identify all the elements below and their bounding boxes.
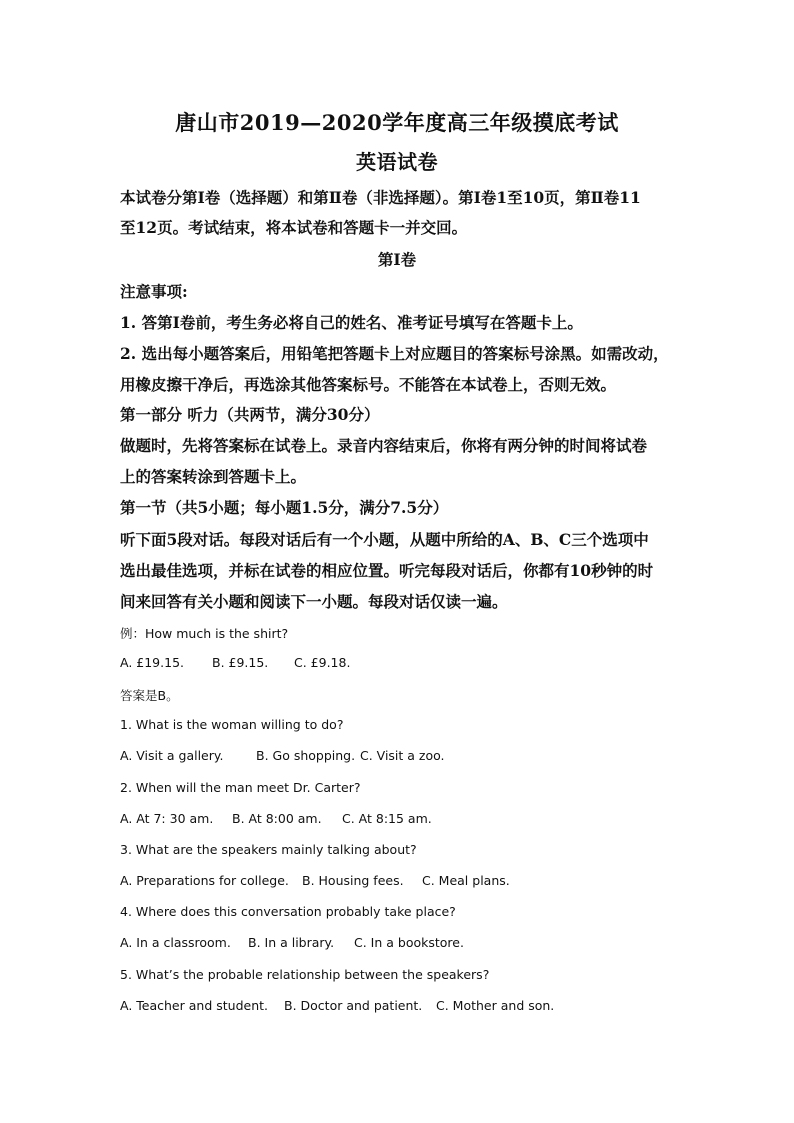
question-1: 1. What is the woman willing to do? — [120, 717, 344, 732]
question-2-option-b: B. At 8:00 am. — [232, 811, 322, 826]
question-2: 2. When will the man meet Dr. Carter? — [120, 780, 361, 795]
example-question: 例：How much is the shirt? — [120, 626, 289, 641]
example-option-c: C. £9.18. — [294, 655, 351, 670]
question-5-options — [120, 998, 554, 1013]
question-3-option-c: C. Meal plans. — [422, 873, 510, 888]
notice-item-2-line-1: 2. 选出每小题答案后，用铅笔把答题卡上对应题目的答案标号涂黑。如需改动， — [120, 344, 669, 363]
question-1-option-c: C. Visit a zoo. — [360, 748, 445, 763]
question-4-option-c: C. In a bookstore. — [354, 935, 464, 950]
example-answer: 答案是B。 — [120, 688, 179, 703]
question-4-option-b: B. In a library. — [248, 935, 335, 950]
part1-heading: 第一部分 听力（共两节，满分30分） — [120, 405, 380, 424]
intro-line-1: 本试卷分第Ⅰ卷（选择题）和第Ⅱ卷（非选择题）。第Ⅰ卷1至10页，第Ⅱ卷11 — [120, 188, 641, 207]
question-3-option-a: A. Preparations for college. — [120, 873, 289, 888]
section1-instr-line-3: 间来回答有关小题和阅读下一小题。每段对话仅读一遍。 — [120, 592, 508, 611]
question-3: 3. What are the speakers mainly talking about? — [120, 842, 417, 857]
section1-instr-line-2: 选出最佳选项，并标在试卷的相应位置。听完每段对话后，你都有10秒钟的时 — [120, 561, 654, 580]
question-1-option-b: B. Go shopping. — [256, 748, 356, 763]
notice-item-1: 1. 答第Ⅰ卷前，考生务必将自己的姓名、准考证号填写在答题卡上。 — [120, 313, 583, 332]
question-1-options — [120, 748, 445, 763]
notice-item-2-line-2: 用橡皮擦干净后，再选涂其他答案标号。不能答在本试卷上，否则无效。 — [120, 375, 617, 394]
question-5-option-c: C. Mother and son. — [436, 998, 555, 1013]
section1-heading: 第一节（共5小题；每小题1.5分，满分7.5分） — [120, 498, 449, 517]
notice-heading: 注意事项: — [120, 282, 188, 301]
question-3-options — [120, 873, 510, 888]
question-4: 4. Where does this conversation probably take place? — [120, 904, 456, 919]
question-2-option-a: A. At 7: 30 am. — [120, 811, 214, 826]
intro-line-2: 至12页。考试结束，将本试卷和答题卡一并交回。 — [120, 218, 468, 237]
question-5-option-b: B. Doctor and patient. — [284, 998, 423, 1013]
example-options — [120, 655, 350, 670]
question-4-options — [120, 935, 464, 950]
section1-instr-line-1: 听下面5段对话。每段对话后有一个小题，从题中所给的A、B、C三个选项中 — [120, 530, 649, 549]
exam-subtitle: 英语试卷 — [356, 150, 438, 174]
question-5-option-a: A. Teacher and student. — [120, 998, 268, 1013]
question-1-option-a: A. Visit a gallery. — [120, 748, 224, 763]
question-2-options — [120, 811, 432, 826]
part1-instr-line-2: 上的答案转涂到答题卡上。 — [120, 467, 307, 486]
volume-heading: 第Ⅰ卷 — [377, 250, 417, 269]
exam-title: 唐山市2019—2020学年度高三年级摸底考试 — [175, 110, 619, 135]
part1-instr-line-1: 做题时，先将答案标在试卷上。录音内容结束后，你将有两分钟的时间将试卷 — [120, 436, 648, 455]
question-4-option-a: A. In a classroom. — [120, 935, 231, 950]
question-2-option-c: C. At 8:15 am. — [342, 811, 432, 826]
example-option-a: A. £19.15. — [120, 655, 184, 670]
question-3-option-b: B. Housing fees. — [302, 873, 404, 888]
example-option-b: B. £9.15. — [212, 655, 269, 670]
question-5: 5. What’s the probable relationship between the speakers? — [120, 967, 490, 982]
